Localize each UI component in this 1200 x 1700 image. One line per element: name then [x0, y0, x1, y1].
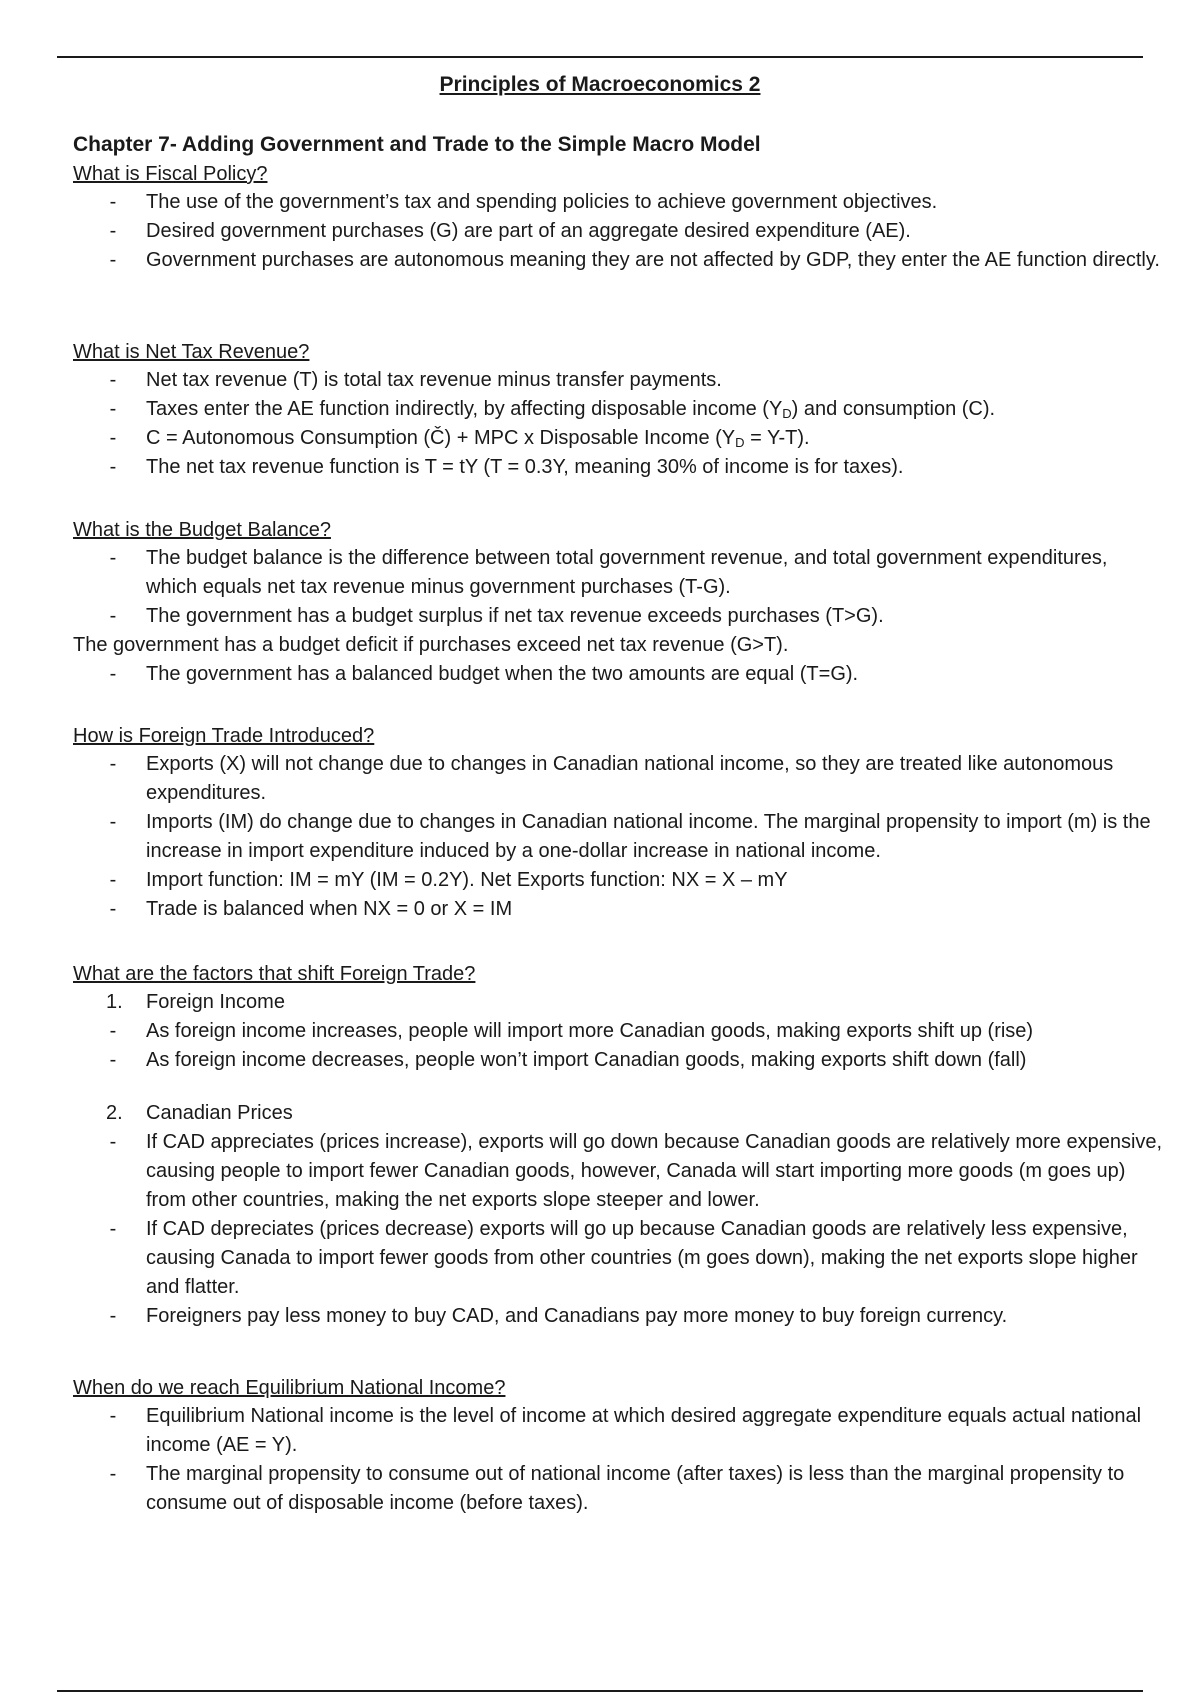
bullet-dash: -	[109, 898, 117, 920]
bullet-list	[73, 1128, 1163, 1331]
section-fiscal-policy	[73, 160, 1163, 275]
bullet-list	[73, 660, 1163, 689]
list-item: - The net tax revenue function is T = tY (T = 0.3Y, meaning 30% of income is for taxes).	[73, 453, 1163, 482]
section-heading: What is Fiscal Policy?	[73, 163, 268, 185]
section-heading: How is Foreign Trade Introduced?	[73, 725, 375, 747]
section-budget-balance	[73, 516, 1163, 689]
list-item: - The use of the government’s tax and spending policies to achieve government objectives.	[73, 188, 1163, 217]
page-title: Principles of Macroeconomics 2	[439, 73, 761, 96]
list-item: - C = Autonomous Consumption (Č) + MPC x Disposable Income $(Y_D = Y-T)$.	[73, 424, 1163, 453]
factor-number: 2.	[106, 1102, 123, 1124]
section-heading: What are the factors that shift Foreign Trade?	[73, 963, 476, 985]
bullet-dash: -	[109, 869, 117, 891]
bullet-dash: -	[109, 456, 117, 478]
bullet-list	[73, 1402, 1163, 1518]
bullet-dash: -	[109, 1405, 117, 1427]
list-item: - Desired government purchases (G) are part of an aggregate desired expenditure (AE).	[73, 217, 1163, 246]
factor-foreign-income: 1. Foreign Income	[73, 988, 1163, 1017]
bullet-list	[73, 1017, 1163, 1075]
list-item: - The budget balance is the difference between total government revenue, and total government expenditures, which equals net tax revenue minus government purchases (T-G).	[73, 544, 1163, 602]
bullet-dash: -	[109, 220, 117, 242]
section-foreign-trade	[73, 722, 1163, 924]
plain-line: The government has a budget deficit if purchases exceed net tax revenue (G>T).	[73, 634, 789, 656]
section-equilibrium	[73, 1374, 1163, 1518]
bullet-dash: -	[109, 1020, 117, 1042]
section-heading: What is Net Tax Revenue?	[73, 341, 310, 363]
list-item: - Exports (X) will not change due to changes in Canadian national income, so they are treated like autonomous expenditures.	[73, 750, 1163, 808]
list-item: - If CAD appreciates (prices increase), exports will go down because Canadian goods are relatively more expensive, causing people to import fewer Canadian goods, however, Canada will start importing more goods (m goes up) from other countries, making the net exports slope steeper and lower.	[73, 1128, 1163, 1215]
list-item: - The government has a budget surplus if net tax revenue exceeds purchases (T>G).	[73, 602, 1163, 631]
bullet-dash: -	[109, 811, 117, 833]
list-item: - The government has a balanced budget when the two amounts are equal (T=G).	[73, 660, 1163, 689]
list-item: - If CAD depreciates (prices decrease) exports will go up because Canadian goods are relatively less expensive, causing Canada to import fewer goods from other countries (m goes down), making the net exports slope higher and flatter.	[73, 1215, 1163, 1302]
list-item: - The marginal propensity to consume out of national income (after taxes) is less than the marginal propensity to consume out of disposable income (before taxes).	[73, 1460, 1163, 1518]
list-item: - Government purchases are autonomous meaning they are not affected by GDP, they enter the AE function directly.	[73, 246, 1163, 275]
bottom-rule	[57, 1690, 1143, 1692]
bullet-dash: -	[109, 249, 117, 271]
bullet-list	[73, 188, 1163, 275]
factor-canadian-prices: 2. Canadian Prices	[73, 1099, 1163, 1128]
section-trade-factors	[73, 960, 1163, 1331]
bullet-dash: -	[109, 1463, 117, 1485]
bullet-dash: -	[109, 663, 117, 685]
bullet-list	[73, 750, 1163, 924]
bullet-dash: -	[109, 1131, 117, 1153]
bullet-dash: -	[109, 191, 117, 213]
bullet-dash: -	[109, 398, 117, 420]
section-heading: What is the Budget Balance?	[73, 519, 331, 541]
chapter-title: Chapter 7- Adding Government and Trade to the Simple Macro Model	[73, 133, 761, 156]
bullet-list	[73, 544, 1163, 631]
list-item: - Taxes enter the AE function indirectly, by affecting disposable income $(Y_D)$ and consumption (C).	[73, 395, 1163, 424]
bullet-dash: -	[109, 427, 117, 449]
bullet-dash: -	[109, 1218, 117, 1240]
list-item: - Import function: IM = mY (IM = 0.2Y). Net Exports function: NX = X – mY	[73, 866, 1163, 895]
bullet-dash: -	[109, 605, 117, 627]
top-rule	[57, 56, 1143, 58]
bullet-list	[73, 366, 1163, 482]
list-item: - Net tax revenue (T) is total tax revenue minus transfer payments.	[73, 366, 1163, 395]
list-item: - Foreigners pay less money to buy CAD, and Canadians pay more money to buy foreign currency.	[73, 1302, 1163, 1331]
section-heading: When do we reach Equilibrium National Income?	[73, 1377, 506, 1399]
factor-number: 1.	[106, 991, 123, 1013]
bullet-dash: -	[109, 1049, 117, 1071]
list-item: - Trade is balanced when NX = 0 or X = IM	[73, 895, 1163, 924]
bullet-dash: -	[109, 369, 117, 391]
section-net-tax-revenue	[73, 338, 1163, 482]
bullet-dash: -	[109, 547, 117, 569]
bullet-dash: -	[109, 1305, 117, 1327]
list-item: - Imports (IM) do change due to changes in Canadian national income. The marginal propensity to import (m) is the increase in import expenditure induced by a one-dollar increase in national income.	[73, 808, 1163, 866]
bullet-dash: -	[109, 753, 117, 775]
list-item: - As foreign income decreases, people won’t import Canadian goods, making exports shift down (fall)	[73, 1046, 1163, 1075]
list-item: - Equilibrium National income is the level of income at which desired aggregate expenditure equals actual national income (AE = Y).	[73, 1402, 1163, 1460]
list-item: - As foreign income increases, people will import more Canadian goods, making exports shift up (rise)	[73, 1017, 1163, 1046]
